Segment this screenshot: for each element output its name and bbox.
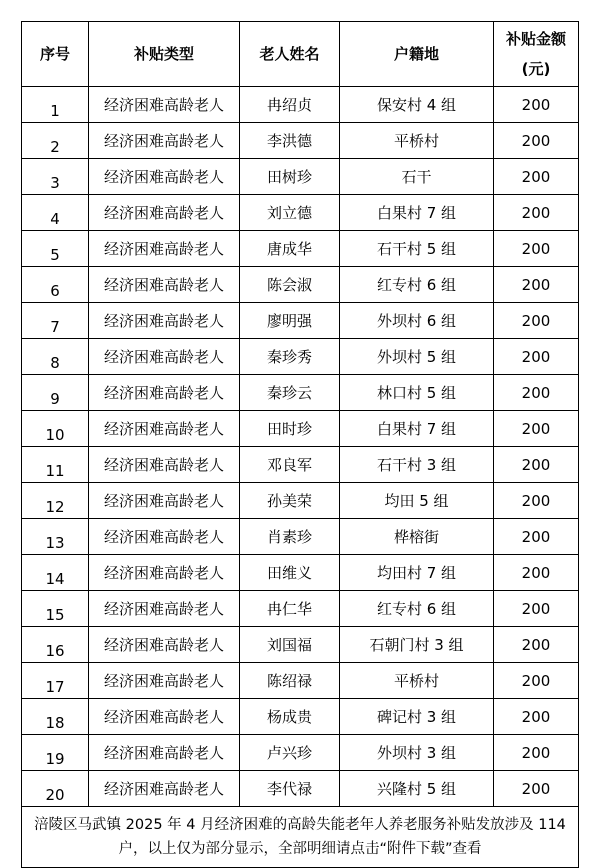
cell-amount: 200: [494, 483, 579, 519]
cell-amount: 200: [494, 267, 579, 303]
cell-seq: 18: [22, 699, 89, 735]
table-row: [22, 303, 579, 339]
table-row: [22, 231, 579, 267]
cell-residence: 白果村 7 组: [340, 411, 494, 447]
cell-subsidy-type: 经济困难高龄老人: [89, 195, 240, 231]
cell-residence: 白果村 7 组: [340, 195, 494, 231]
cell-residence: 石干村 5 组: [340, 231, 494, 267]
cell-residence: 石干村 3 组: [340, 447, 494, 483]
cell-subsidy-type: 经济困难高龄老人: [89, 303, 240, 339]
table-row: [22, 195, 579, 231]
cell-seq: 1: [22, 87, 89, 123]
table-row: [22, 483, 579, 519]
table-row: [22, 663, 579, 699]
cell-seq: 13: [22, 519, 89, 555]
header-amount-unit: (元): [521, 60, 551, 78]
cell-subsidy-type: 经济困难高龄老人: [89, 663, 240, 699]
cell-seq: 19: [22, 735, 89, 771]
table-row: [22, 735, 579, 771]
cell-residence: 平桥村: [340, 123, 494, 159]
cell-residence: 均田村 7 组: [340, 555, 494, 591]
cell-subsidy-type: 经济困难高龄老人: [89, 411, 240, 447]
cell-residence: 桦榕街: [340, 519, 494, 555]
cell-subsidy-type: 经济困难高龄老人: [89, 87, 240, 123]
table-row: [22, 699, 579, 735]
cell-elder-name: 卢兴珍: [240, 735, 340, 771]
cell-amount: 200: [494, 411, 579, 447]
cell-residence: 均田 5 组: [340, 483, 494, 519]
cell-amount: 200: [494, 87, 579, 123]
cell-elder-name: 廖明强: [240, 303, 340, 339]
cell-residence: 外坝村 5 组: [340, 339, 494, 375]
cell-elder-name: 邓良军: [240, 447, 340, 483]
cell-amount: 200: [494, 195, 579, 231]
cell-subsidy-type: 经济困难高龄老人: [89, 159, 240, 195]
cell-subsidy-type: 经济困难高龄老人: [89, 699, 240, 735]
cell-subsidy-type: 经济困难高龄老人: [89, 447, 240, 483]
cell-elder-name: 李洪德: [240, 123, 340, 159]
cell-subsidy-type: 经济困难高龄老人: [89, 123, 240, 159]
cell-elder-name: 陈绍禄: [240, 663, 340, 699]
cell-subsidy-type: 经济困难高龄老人: [89, 555, 240, 591]
cell-seq: 6: [22, 267, 89, 303]
table-row: [22, 267, 579, 303]
cell-subsidy-type: 经济困难高龄老人: [89, 231, 240, 267]
cell-subsidy-type: 经济困难高龄老人: [89, 735, 240, 771]
cell-residence: 碑记村 3 组: [340, 699, 494, 735]
cell-amount: 200: [494, 771, 579, 807]
cell-amount: 200: [494, 627, 579, 663]
cell-seq: 17: [22, 663, 89, 699]
cell-amount: 200: [494, 447, 579, 483]
cell-elder-name: 秦珍云: [240, 375, 340, 411]
cell-amount: 200: [494, 663, 579, 699]
cell-elder-name: 刘国福: [240, 627, 340, 663]
cell-amount: 200: [494, 339, 579, 375]
table-row: [22, 375, 579, 411]
cell-residence: 红专村 6 组: [340, 591, 494, 627]
cell-subsidy-type: 经济困难高龄老人: [89, 771, 240, 807]
cell-seq: 3: [22, 159, 89, 195]
table-header-row: [22, 22, 579, 87]
cell-elder-name: 唐成华: [240, 231, 340, 267]
cell-residence: 外坝村 3 组: [340, 735, 494, 771]
cell-amount: 200: [494, 231, 579, 267]
cell-subsidy-type: 经济困难高龄老人: [89, 483, 240, 519]
cell-elder-name: 李代禄: [240, 771, 340, 807]
cell-elder-name: 刘立德: [240, 195, 340, 231]
cell-amount: 200: [494, 159, 579, 195]
cell-subsidy-type: 经济困难高龄老人: [89, 519, 240, 555]
cell-seq: 16: [22, 627, 89, 663]
cell-amount: 200: [494, 303, 579, 339]
cell-residence: 石干: [340, 159, 494, 195]
cell-seq: 20: [22, 771, 89, 807]
cell-elder-name: 田时珍: [240, 411, 340, 447]
cell-elder-name: 田树珍: [240, 159, 340, 195]
cell-seq: 4: [22, 195, 89, 231]
table-row: [22, 87, 579, 123]
cell-seq: 8: [22, 339, 89, 375]
cell-residence: 平桥村: [340, 663, 494, 699]
table-row: [22, 159, 579, 195]
cell-residence: 保安村 4 组: [340, 87, 494, 123]
header-elder-name: 老人姓名: [240, 22, 340, 87]
footer-row: [22, 807, 579, 868]
cell-seq: 10: [22, 411, 89, 447]
cell-seq: 14: [22, 555, 89, 591]
cell-elder-name: 秦珍秀: [240, 339, 340, 375]
cell-seq: 12: [22, 483, 89, 519]
cell-elder-name: 肖素珍: [240, 519, 340, 555]
header-subsidy-type: 补贴类型: [89, 22, 240, 87]
subsidy-table: [21, 21, 579, 868]
cell-seq: 5: [22, 231, 89, 267]
cell-residence: 红专村 6 组: [340, 267, 494, 303]
cell-amount: 200: [494, 699, 579, 735]
cell-subsidy-type: 经济困难高龄老人: [89, 339, 240, 375]
header-residence: 户籍地: [340, 22, 494, 87]
cell-amount: 200: [494, 519, 579, 555]
table-row: [22, 771, 579, 807]
table-row: [22, 339, 579, 375]
footer-note: 涪陵区马武镇 2025 年 4 月经济困难的高龄失能老年人养老服务补贴发放涉及 114 户，以上仅为部分显示，全部明细请点击“附件下载”查看: [22, 807, 579, 868]
cell-elder-name: 陈会淑: [240, 267, 340, 303]
cell-amount: 200: [494, 735, 579, 771]
cell-seq: 11: [22, 447, 89, 483]
cell-elder-name: 冉仁华: [240, 591, 340, 627]
table-row: [22, 411, 579, 447]
cell-residence: 外坝村 6 组: [340, 303, 494, 339]
cell-subsidy-type: 经济困难高龄老人: [89, 375, 240, 411]
table-row: [22, 447, 579, 483]
cell-residence: 兴隆村 5 组: [340, 771, 494, 807]
cell-residence: 石朝门村 3 组: [340, 627, 494, 663]
table-row: [22, 519, 579, 555]
header-amount: [494, 22, 579, 87]
cell-seq: 9: [22, 375, 89, 411]
cell-elder-name: 田维义: [240, 555, 340, 591]
cell-seq: 7: [22, 303, 89, 339]
cell-subsidy-type: 经济困难高龄老人: [89, 627, 240, 663]
table-row: [22, 123, 579, 159]
header-amount-label: 补贴金额: [505, 30, 566, 48]
cell-residence: 林口村 5 组: [340, 375, 494, 411]
table-row: [22, 627, 579, 663]
table-row: [22, 591, 579, 627]
cell-seq: 15: [22, 591, 89, 627]
cell-amount: 200: [494, 555, 579, 591]
cell-amount: 200: [494, 123, 579, 159]
cell-seq: 2: [22, 123, 89, 159]
cell-elder-name: 杨成贵: [240, 699, 340, 735]
cell-amount: 200: [494, 375, 579, 411]
cell-subsidy-type: 经济困难高龄老人: [89, 267, 240, 303]
cell-elder-name: 孙美荣: [240, 483, 340, 519]
table-row: [22, 555, 579, 591]
header-seq: 序号: [22, 22, 89, 87]
cell-amount: 200: [494, 591, 579, 627]
cell-subsidy-type: 经济困难高龄老人: [89, 591, 240, 627]
cell-elder-name: 冉绍贞: [240, 87, 340, 123]
